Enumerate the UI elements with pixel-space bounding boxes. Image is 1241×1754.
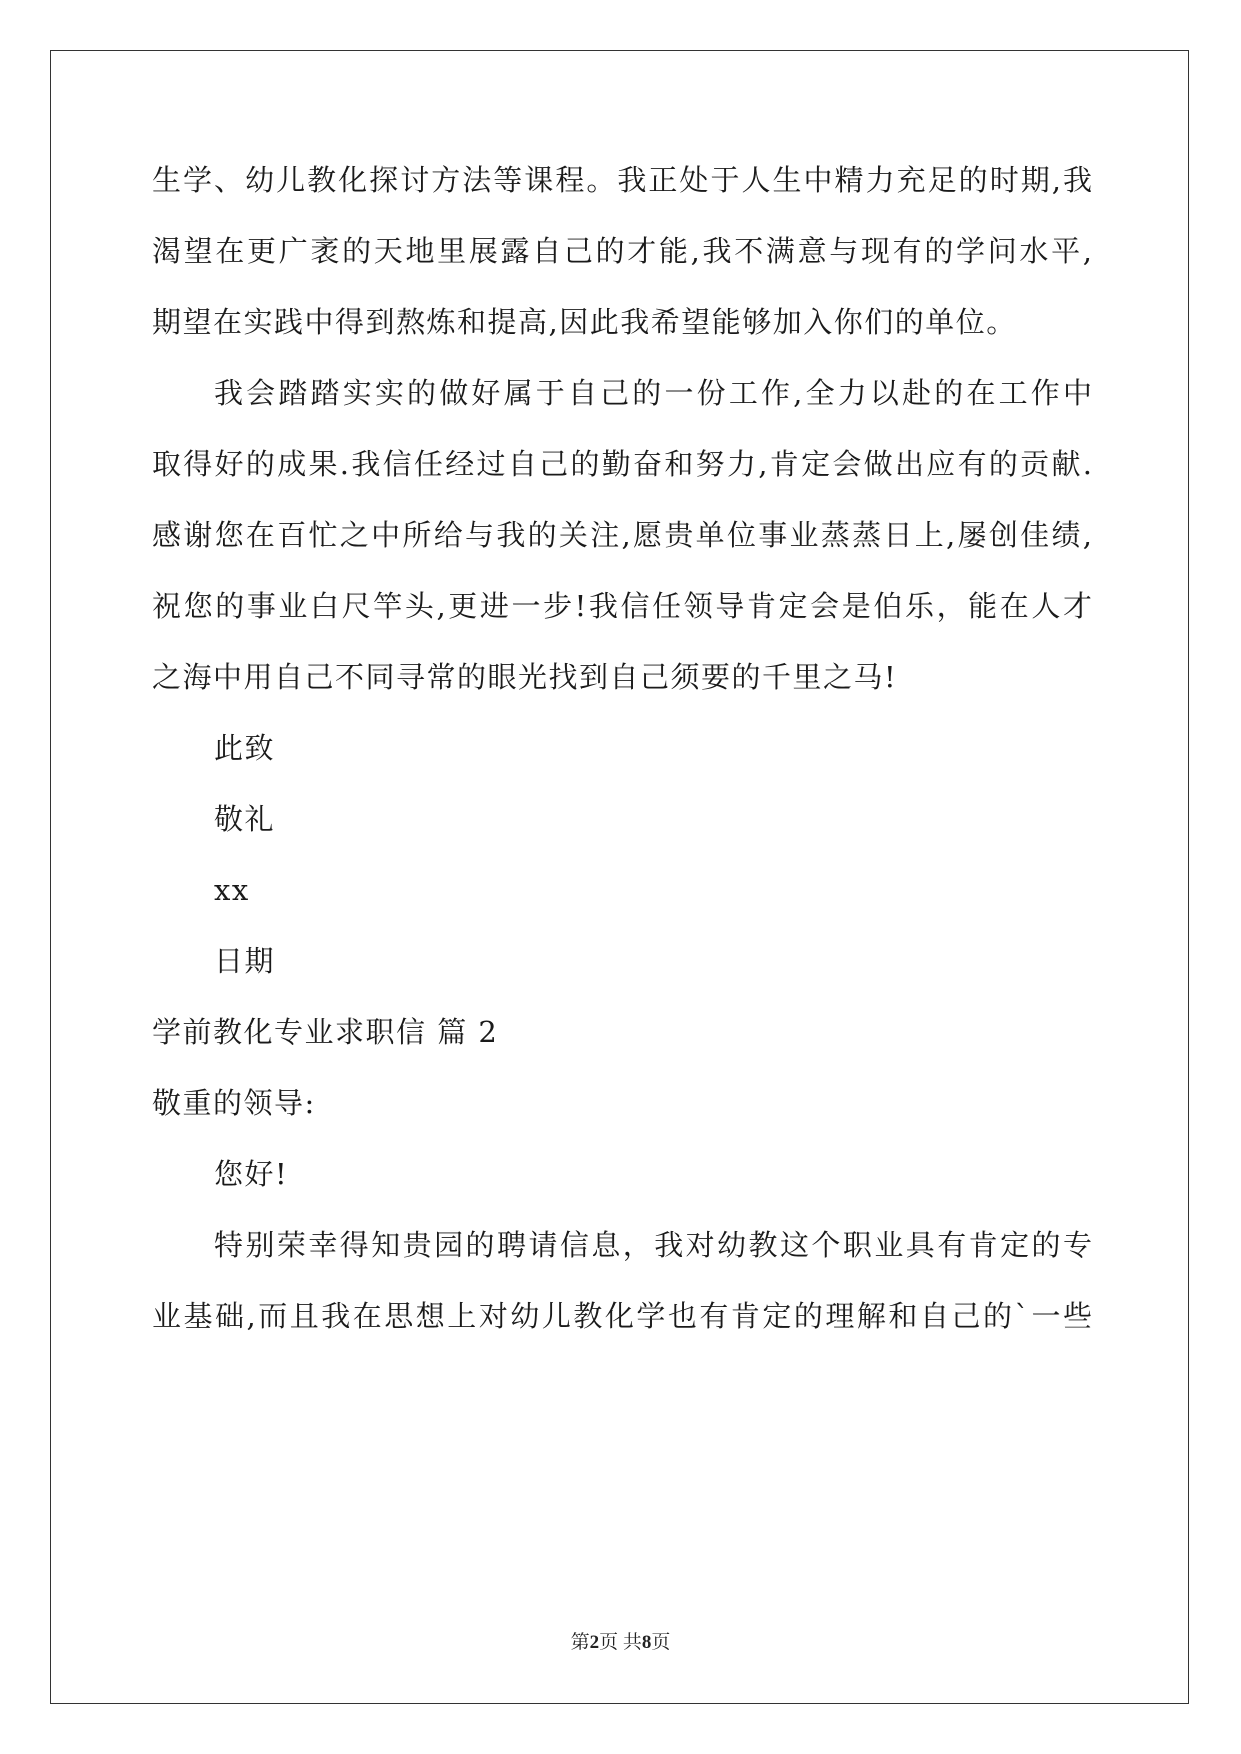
- signature-name: xx: [214, 873, 250, 907]
- paragraph-line: 祝您的事业白尺竿头,更进一步!我信任领导肯定会是伯乐，能在人才: [152, 589, 1092, 623]
- paragraph-line: 特别荣幸得知贵园的聘请信息，我对幼教这个职业具有肯定的专: [214, 1228, 1092, 1262]
- paragraph-line: 渴望在更广袤的天地里展露自己的才能,我不满意与现有的学问水平,: [152, 234, 1092, 268]
- paragraph-line: 期望在实践中得到熬炼和提高,因此我希望能够加入你们的单位。: [152, 305, 1017, 339]
- closing-salutation: 此致: [214, 731, 276, 765]
- section-heading: 学前教化专业求职信 篇 2: [152, 1015, 499, 1049]
- signature-date: 日期: [214, 944, 276, 978]
- paragraph-line: 之海中用自己不同寻常的眼光找到自己须要的千里之马!: [152, 660, 898, 694]
- paragraph-line: 感谢您在百忙之中所给与我的关注,愿贵单位事业蒸蒸日上,屡创佳绩,: [152, 518, 1092, 552]
- total-page-number: 8: [641, 1632, 652, 1653]
- paragraph-line: 业基础,而且我在思想上对幼儿教化学也有肯定的理解和自己的`一些: [152, 1299, 1092, 1333]
- footer-prefix: 第: [570, 1632, 590, 1653]
- footer-middle: 页 共: [599, 1632, 642, 1653]
- letter-greeting: 敬重的领导:: [152, 1086, 316, 1120]
- closing-regards: 敬礼: [214, 802, 276, 836]
- letter-hello: 您好!: [214, 1157, 289, 1191]
- page-footer: [0, 1627, 1241, 1654]
- current-page-number: 2: [589, 1632, 600, 1653]
- footer-suffix: 页: [651, 1632, 671, 1653]
- paragraph-line: 取得好的成果.我信任经过自己的勤奋和努力,肯定会做出应有的贡献.: [152, 447, 1092, 481]
- paragraph-line: 我会踏踏实实的做好属于自己的一份工作,全力以赴的在工作中: [214, 376, 1092, 410]
- paragraph-line: 生学、幼儿教化探讨方法等课程。我正处于人生中精力充足的时期,我: [152, 163, 1092, 197]
